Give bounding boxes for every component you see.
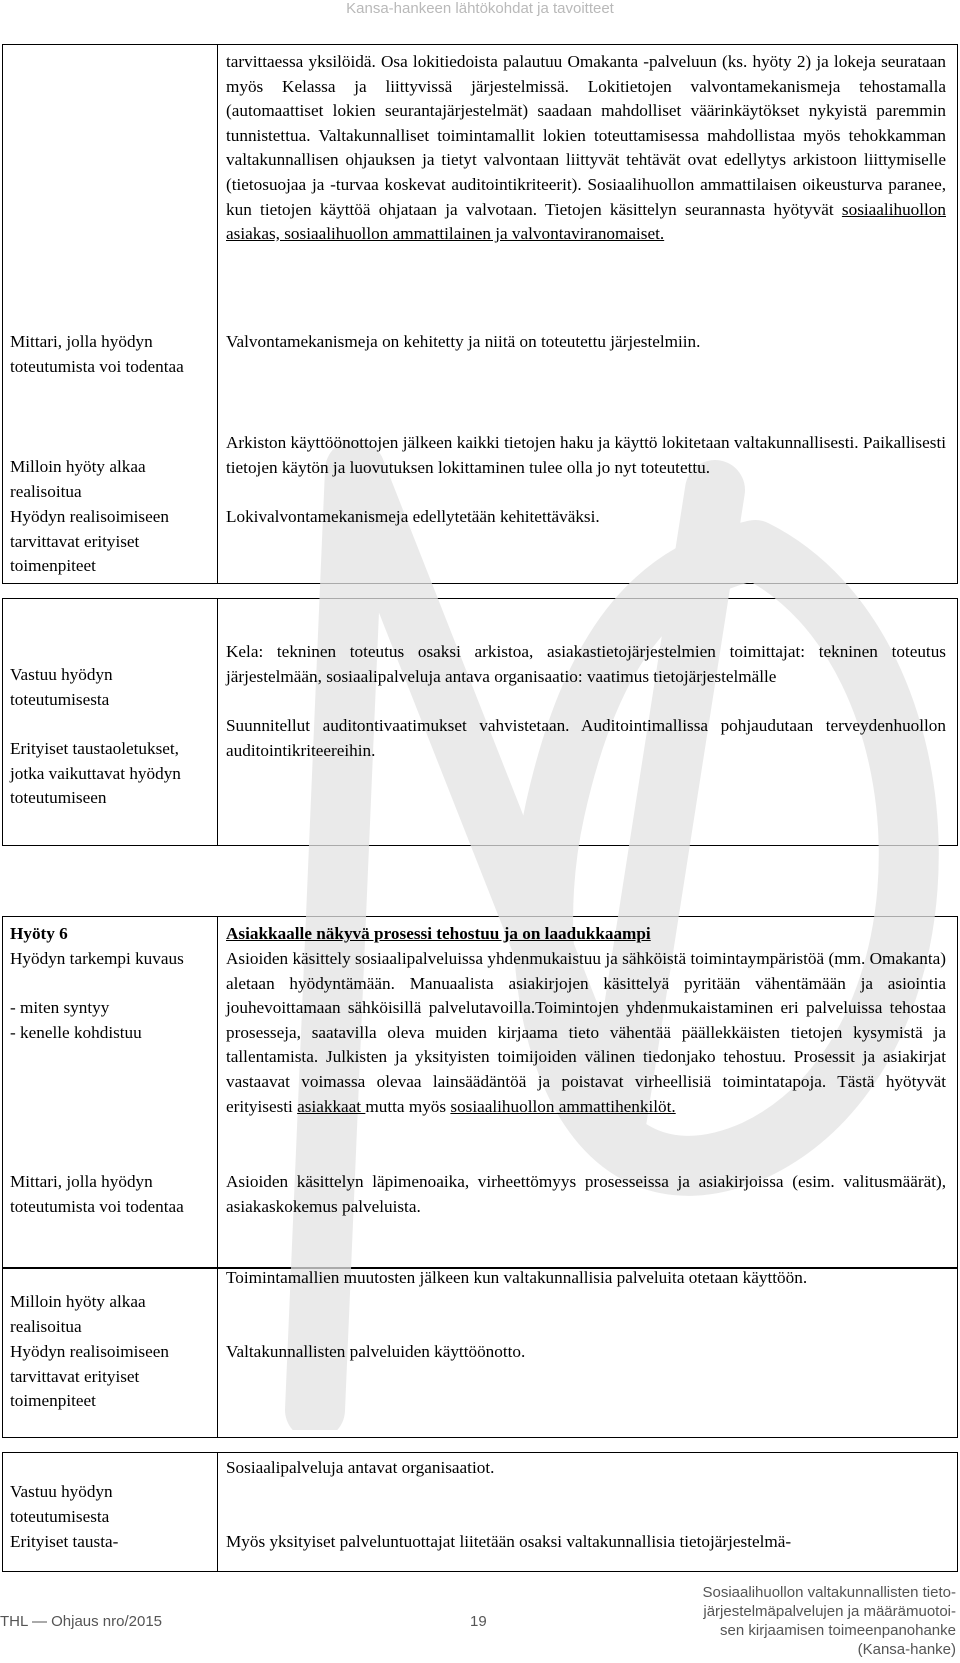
footer-project-line-2: järjestelmäpalvelujen ja määrämuotoi- bbox=[703, 1603, 956, 1620]
footer-project-line-3: sen kirjaamisen toimeenpanohanke bbox=[720, 1622, 956, 1639]
block1-beneficiaries: sosiaalihuollon asiakas, sosiaalihuollon ammattilainen ja valvontaviranomaiset. bbox=[226, 199, 946, 244]
label-milloin-4: Milloin hyöty alkaa realisoitua bbox=[10, 1292, 146, 1336]
block4-milloin-text: Toimintamallien muutosten jälkeen kun valtakunnallisia palveluita otetaan käyttöön. bbox=[226, 1268, 808, 1287]
running-header: Kansa-hankeen lähtökohdat ja tavoitteet bbox=[346, 0, 614, 17]
block3-beneficiary-ammattihenkilot: sosiaalihuollon ammattihenkilöt. bbox=[450, 1096, 676, 1116]
label-taustaoletukset-5: Erityiset tausta- bbox=[10, 1532, 119, 1551]
label-toimenpiteet-4: Hyödyn realisoimiseen tarvittavat erityiset toimenpiteet bbox=[10, 1342, 169, 1411]
block2-taustaoletukset-text: Suunnitellut auditontivaatimukset vahvistetaan. Auditointimallissa pohjaudutaan terveydenhuollon auditointikriteereihin. bbox=[226, 716, 946, 760]
label-vastuu-2: Vastuu hyödyn toteutumisesta bbox=[10, 665, 113, 709]
page-number: 19 bbox=[470, 1613, 487, 1630]
block5-vastuu-text: Sosiaalipalveluja antavat organisaatiot. bbox=[226, 1458, 495, 1477]
block1-mittari-text: Valvontamekanismeja on kehitetty ja niitä on toteutettu järjestelmiin. bbox=[226, 332, 701, 351]
hyoty-6-heading: Asiakkaalle näkyvä prosessi tehostuu ja on laadukkaampi bbox=[226, 924, 651, 943]
block4-toimenpiteet-text: Valtakunnallisten palveluiden käyttöönotto. bbox=[226, 1342, 526, 1361]
block3-paragraph-mid: mutta myös bbox=[365, 1096, 451, 1116]
label-toimenpiteet-1: Hyödyn realisoimiseen tarvittavat erityiset toimenpiteet bbox=[10, 507, 169, 576]
label-kenelle-kohdistuu: - kenelle kohdistuu bbox=[10, 1023, 142, 1042]
label-vastuu-5: Vastuu hyödyn toteutumisesta bbox=[10, 1482, 113, 1526]
block3-paragraph bbox=[226, 947, 946, 1119]
block1-toimenpiteet-text: Lokivalvontamekanismeja edellytetään kehitettäväksi. bbox=[226, 507, 600, 526]
footer-project-line-1: Sosiaalihuollon valtakunnallisten tieto- bbox=[702, 1584, 956, 1601]
label-mittari-3: Mittari, jolla hyödyn toteutumista voi todentaa bbox=[10, 1172, 184, 1216]
block3-beneficiary-asiakkaat: asiakkaat bbox=[297, 1096, 366, 1116]
block3-paragraph-text: Asioiden käsittely sosiaalipalveluissa yhdenmukaistuu ja sähköistä toimintaympäristöä (mm. Omakanta) aletaan hyödyntämään. Manuaalista asiakirjojen käsittelyä pyritään vähentämään ja asiointia jouhevoittamaan sähköisillä palvelutavoilla.Toimintojen yhdenmukaistaminen eri palveluissa tehostaa prosesseja, saatavilla oleva muiden kirjaama tieto vähentää päällekkäisten tietojen kysymistä ja tallentamista. Julkisten ja yksityisten toimijoiden välinen tiedonjako tehostuu. Prosessit ja asiakirjat vastaavat voimassa olevaa lainsäädäntöä ja poistavat virheellisiä toimintatapoja. Tästä hyötyvät erityisesti bbox=[226, 949, 946, 1116]
block1-paragraph-text: tarvittaessa yksilöidä. Osa lokitiedoista palautuu Omakanta -palveluun (ks. hyöty 2) ja lokeja seurataan myös Kelassa ja liittyvissä järjestelmissä. Lokitietojen valvontamekanismeja tehostamalla (automaattiset lokien seurantajärjestelmät) saadaan mahdolliset väärinkäytökset nykyistä paremmin tunnistettua. Valtakunnalliset toimintamallit lokien toteuttamisessa mahdollistaa myös tehokkamman valtakunnallisen ohjauksen ja tietyt valvontaan liittyvät tehtävät ovat edellytys arkistoon liittymiselle (tietosuojaa ja -turvaa koskevat auditointikriteerit). Sosiaalihuollon ammattilaisen oikeusturva paranee, kun tietojen käyttöä ohjataan ja valvotaan. Tietojen käsittelyn seurannasta hyötyvät bbox=[226, 52, 946, 219]
block2-vastuu-text: Kela: tekninen toteutus osaksi arkistoa, asiakastietojärjestelmien toimittajat: tekninen toteutus järjestelmään, sosiaalipalveluja antava organisaatio: vaatimus tietojärjestelmälle bbox=[226, 642, 946, 686]
footer-project-name bbox=[703, 1583, 957, 1659]
label-miten-syntyy: - miten syntyy bbox=[10, 998, 110, 1017]
label-milloin-1: Milloin hyöty alkaa realisoitua bbox=[10, 457, 146, 501]
label-taustaoletukset-2: Erityiset taustaoletukset, jotka vaikuttavat hyödyn toteutumiseen bbox=[10, 739, 181, 808]
block1-paragraph bbox=[226, 50, 946, 247]
label-tarkempi-kuvaus: Hyödyn tarkempi kuvaus bbox=[10, 949, 184, 968]
block1-milloin-text: Arkiston käyttöönottojen jälkeen kaikki tietojen haku ja käyttö lokitetaan valtakunnallisesti. Paikallisesti tietojen käytön ja luovutuksen lokittaminen tulee olla jo nyt toteutettu. bbox=[226, 433, 946, 477]
label-mittari-1: Mittari, jolla hyödyn toteutumista voi todentaa bbox=[10, 332, 184, 376]
footer-publication: THL — Ohjaus nro/2015 bbox=[0, 1613, 163, 1630]
block5-taustaoletukset-text: Myös yksityiset palveluntuottajat liitetään osaksi valtakunnallisia tietojärjestelmä- bbox=[226, 1532, 792, 1551]
footer-project-line-4: (Kansa-hanke) bbox=[857, 1641, 956, 1658]
hyoty-6-title: Hyöty 6 bbox=[10, 924, 68, 943]
block3-mittari-text: Asioiden käsittelyn läpimenoaika, virheettömyys prosesseissa ja asiakirjoissa (esim. valitusmäärät), asiakaskokemus palveluista. bbox=[226, 1172, 946, 1216]
